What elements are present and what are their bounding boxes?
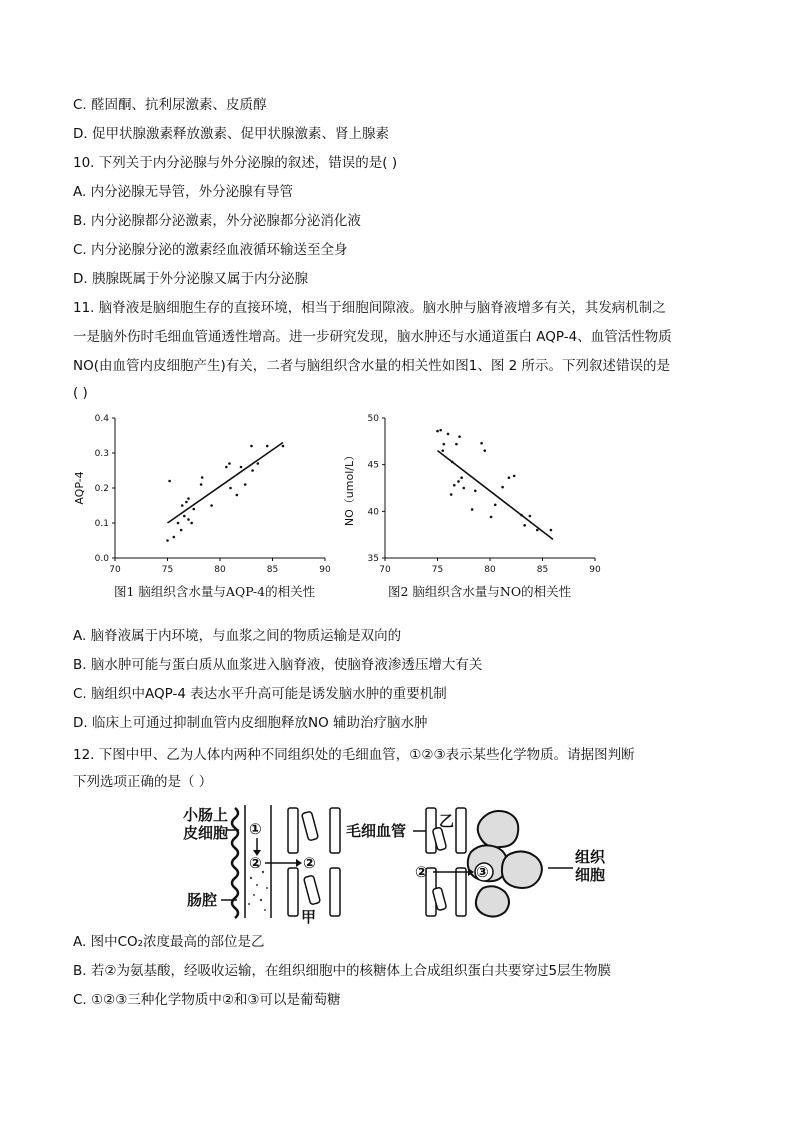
data-point [471, 508, 474, 511]
q10-option-c: C. 内分泌腺分泌的激素经血液循环输送至全身 [73, 242, 348, 258]
data-point [225, 466, 228, 469]
data-point [457, 480, 460, 483]
trend-line [438, 451, 554, 540]
data-point [266, 445, 269, 448]
marker-3: ③ [476, 863, 489, 881]
y-tick-label: 0.0 [94, 554, 109, 564]
data-point [460, 476, 463, 479]
q12-option-c: C. ①②③三种化学物质中②和③可以是葡萄糖 [73, 992, 341, 1008]
data-point [480, 442, 483, 445]
label-jia: 甲 [301, 908, 317, 925]
data-point [251, 469, 254, 472]
x-tick-label: 70 [379, 565, 391, 575]
q11-option-a: A. 脑脊液属于内环境，与血浆之间的物质运输是双向的 [73, 628, 402, 644]
data-point [436, 430, 439, 433]
x-tick-label: 85 [536, 565, 549, 575]
y-tick-label: 45 [367, 460, 379, 471]
data-point [180, 529, 183, 532]
trend-line [168, 443, 284, 524]
data-point [181, 504, 184, 507]
data-point [536, 529, 539, 532]
aqp4-scatter-chart [70, 408, 340, 578]
x-tick-label: 90 [589, 565, 601, 575]
data-point [257, 462, 260, 465]
label-tissue-cell-line2: 细胞 [575, 866, 606, 884]
q12-stem-line-2: 下列选项正确的是（ ） [73, 774, 213, 790]
data-point [177, 522, 180, 525]
data-point [183, 515, 186, 518]
y-tick-label: 0.2 [94, 484, 109, 494]
q12-option-b: B. 若②为氨基酸，经吸收运输，在组织细胞中的核糖体上合成组织蛋白共要穿过5层生物膜 [73, 963, 612, 979]
data-point [501, 486, 504, 489]
data-point [439, 429, 442, 432]
y-tick-label: 35 [367, 554, 379, 564]
marker-2-intestine: ② [249, 854, 262, 872]
x-tick-label: 80 [214, 565, 226, 575]
data-point [210, 504, 213, 507]
label-capillary: 毛细血管 [346, 822, 407, 840]
data-point [483, 449, 486, 452]
intestinal-villus-border [232, 808, 238, 918]
q10-option-a: A. 内分泌腺无导管，外分泌腺有导管 [73, 184, 294, 200]
data-point [443, 443, 446, 446]
q11-option-b: B. 脑水肿可能与蛋白质从血浆进入脑脊液，使脑脊液渗透压增大有关 [73, 657, 483, 673]
x-tick-label: 75 [161, 565, 174, 575]
x-tick-label: 80 [484, 565, 496, 575]
x-tick-label: 70 [109, 565, 121, 575]
capillary-diagram [183, 800, 613, 925]
data-point [494, 504, 497, 507]
q11-stem-line-1: 11. 脑脊液是脑细胞生存的直接环境，相当于细胞间隙液。脑水肿与脑脊液增多有关，其发病机制之 [73, 300, 666, 316]
data-point [450, 493, 453, 496]
q11-option-d: D. 临床上可通过抑制血管内皮细胞释放NO 辅助治疗脑水肿 [73, 715, 428, 731]
data-point [447, 433, 450, 436]
label-small-intestine-line1: 小肠上 [183, 806, 229, 824]
data-point [244, 483, 247, 486]
label-lumen: 肠腔 [187, 891, 218, 909]
data-point [187, 518, 190, 521]
q9-option-c: C. 醛固酮、抗利尿激素、皮质醇 [73, 97, 267, 113]
data-point [523, 524, 526, 527]
data-point [455, 443, 458, 446]
x-tick-label: 85 [266, 565, 279, 575]
data-point [229, 487, 232, 490]
data-point [513, 475, 516, 478]
no-scatter-chart [340, 408, 610, 578]
y-tick-label: 0.3 [94, 449, 109, 459]
marker-2-capillary-yi: ② [415, 863, 428, 881]
y-tick-label: 0.1 [94, 519, 109, 529]
x-tick-label: 75 [431, 565, 444, 575]
data-point [190, 522, 193, 525]
q11-stem-line-3: NO(由血管内皮细胞产生)有关，二者与脑组织含水量的相关性如图1、图 2 所示。下列叙述错误的是 [73, 358, 671, 374]
label-small-intestine-line2: 皮细胞 [183, 824, 229, 842]
data-point [228, 462, 231, 465]
data-point [240, 466, 243, 469]
data-point [462, 487, 465, 490]
y-axis-label: NO（umol/L） [343, 449, 356, 527]
q10-option-b: B. 内分泌腺都分泌激素，外分泌腺都分泌消化液 [73, 213, 361, 229]
y-tick-label: 0.4 [94, 414, 109, 424]
data-point [201, 476, 204, 479]
data-point [458, 435, 461, 438]
data-point [187, 497, 190, 500]
data-point [166, 539, 169, 542]
q12-stem-line-1: 12. 下图中甲、乙为人体内两种不同组织处的毛细血管，①②③表示某些化学物质。请据图判断 [73, 747, 635, 763]
label-tissue-cell-line1: 组织 [575, 848, 606, 866]
data-point [192, 508, 195, 511]
q11-stem-line-4: ( ) [73, 385, 88, 401]
q11-stem-line-2: 一是脑外伤时毛细血管通透性增高。进一步研究发现，脑水肿还与水通道蛋白 AQP-4、血管活性物质 [73, 329, 672, 345]
q9-option-d: D. 促甲状腺激素释放激素、促甲状腺激素、肾上腺素 [73, 126, 389, 142]
data-point [453, 484, 456, 487]
data-point [550, 529, 553, 532]
y-axis-label: AQP-4 [73, 471, 86, 505]
q11-option-c: C. 脑组织中AQP-4 表达水平升高可能是诱发脑水肿的重要机制 [73, 686, 447, 702]
chart2-caption: 图2 脑组织含水量与NO的相关性 [388, 584, 572, 599]
data-point [508, 476, 511, 479]
data-point [282, 445, 285, 448]
marker-1: ① [249, 820, 262, 838]
data-point [529, 515, 532, 518]
data-point [441, 449, 444, 452]
label-yi: 乙 [439, 812, 455, 830]
y-tick-label: 50 [367, 414, 379, 424]
q12-option-a: A. 图中CO₂浓度最高的部位是乙 [73, 934, 265, 950]
x-tick-label: 90 [319, 565, 331, 575]
q10-stem: 10. 下列关于内分泌腺与外分泌腺的叙述，错误的是( ) [73, 155, 398, 171]
y-tick-label: 40 [367, 507, 379, 518]
chart1-caption: 图1 脑组织含水量与AQP-4的相关性 [114, 584, 316, 599]
data-point [173, 536, 176, 539]
data-point [200, 483, 203, 486]
data-point [236, 494, 239, 497]
data-point [490, 516, 493, 519]
q10-option-d: D. 胰腺既属于外分泌腺又属于内分泌腺 [73, 271, 308, 287]
data-point [474, 490, 477, 493]
data-point [250, 445, 253, 448]
data-point [168, 480, 171, 483]
marker-2-capillary-jia: ② [303, 854, 316, 872]
data-point [185, 501, 188, 504]
